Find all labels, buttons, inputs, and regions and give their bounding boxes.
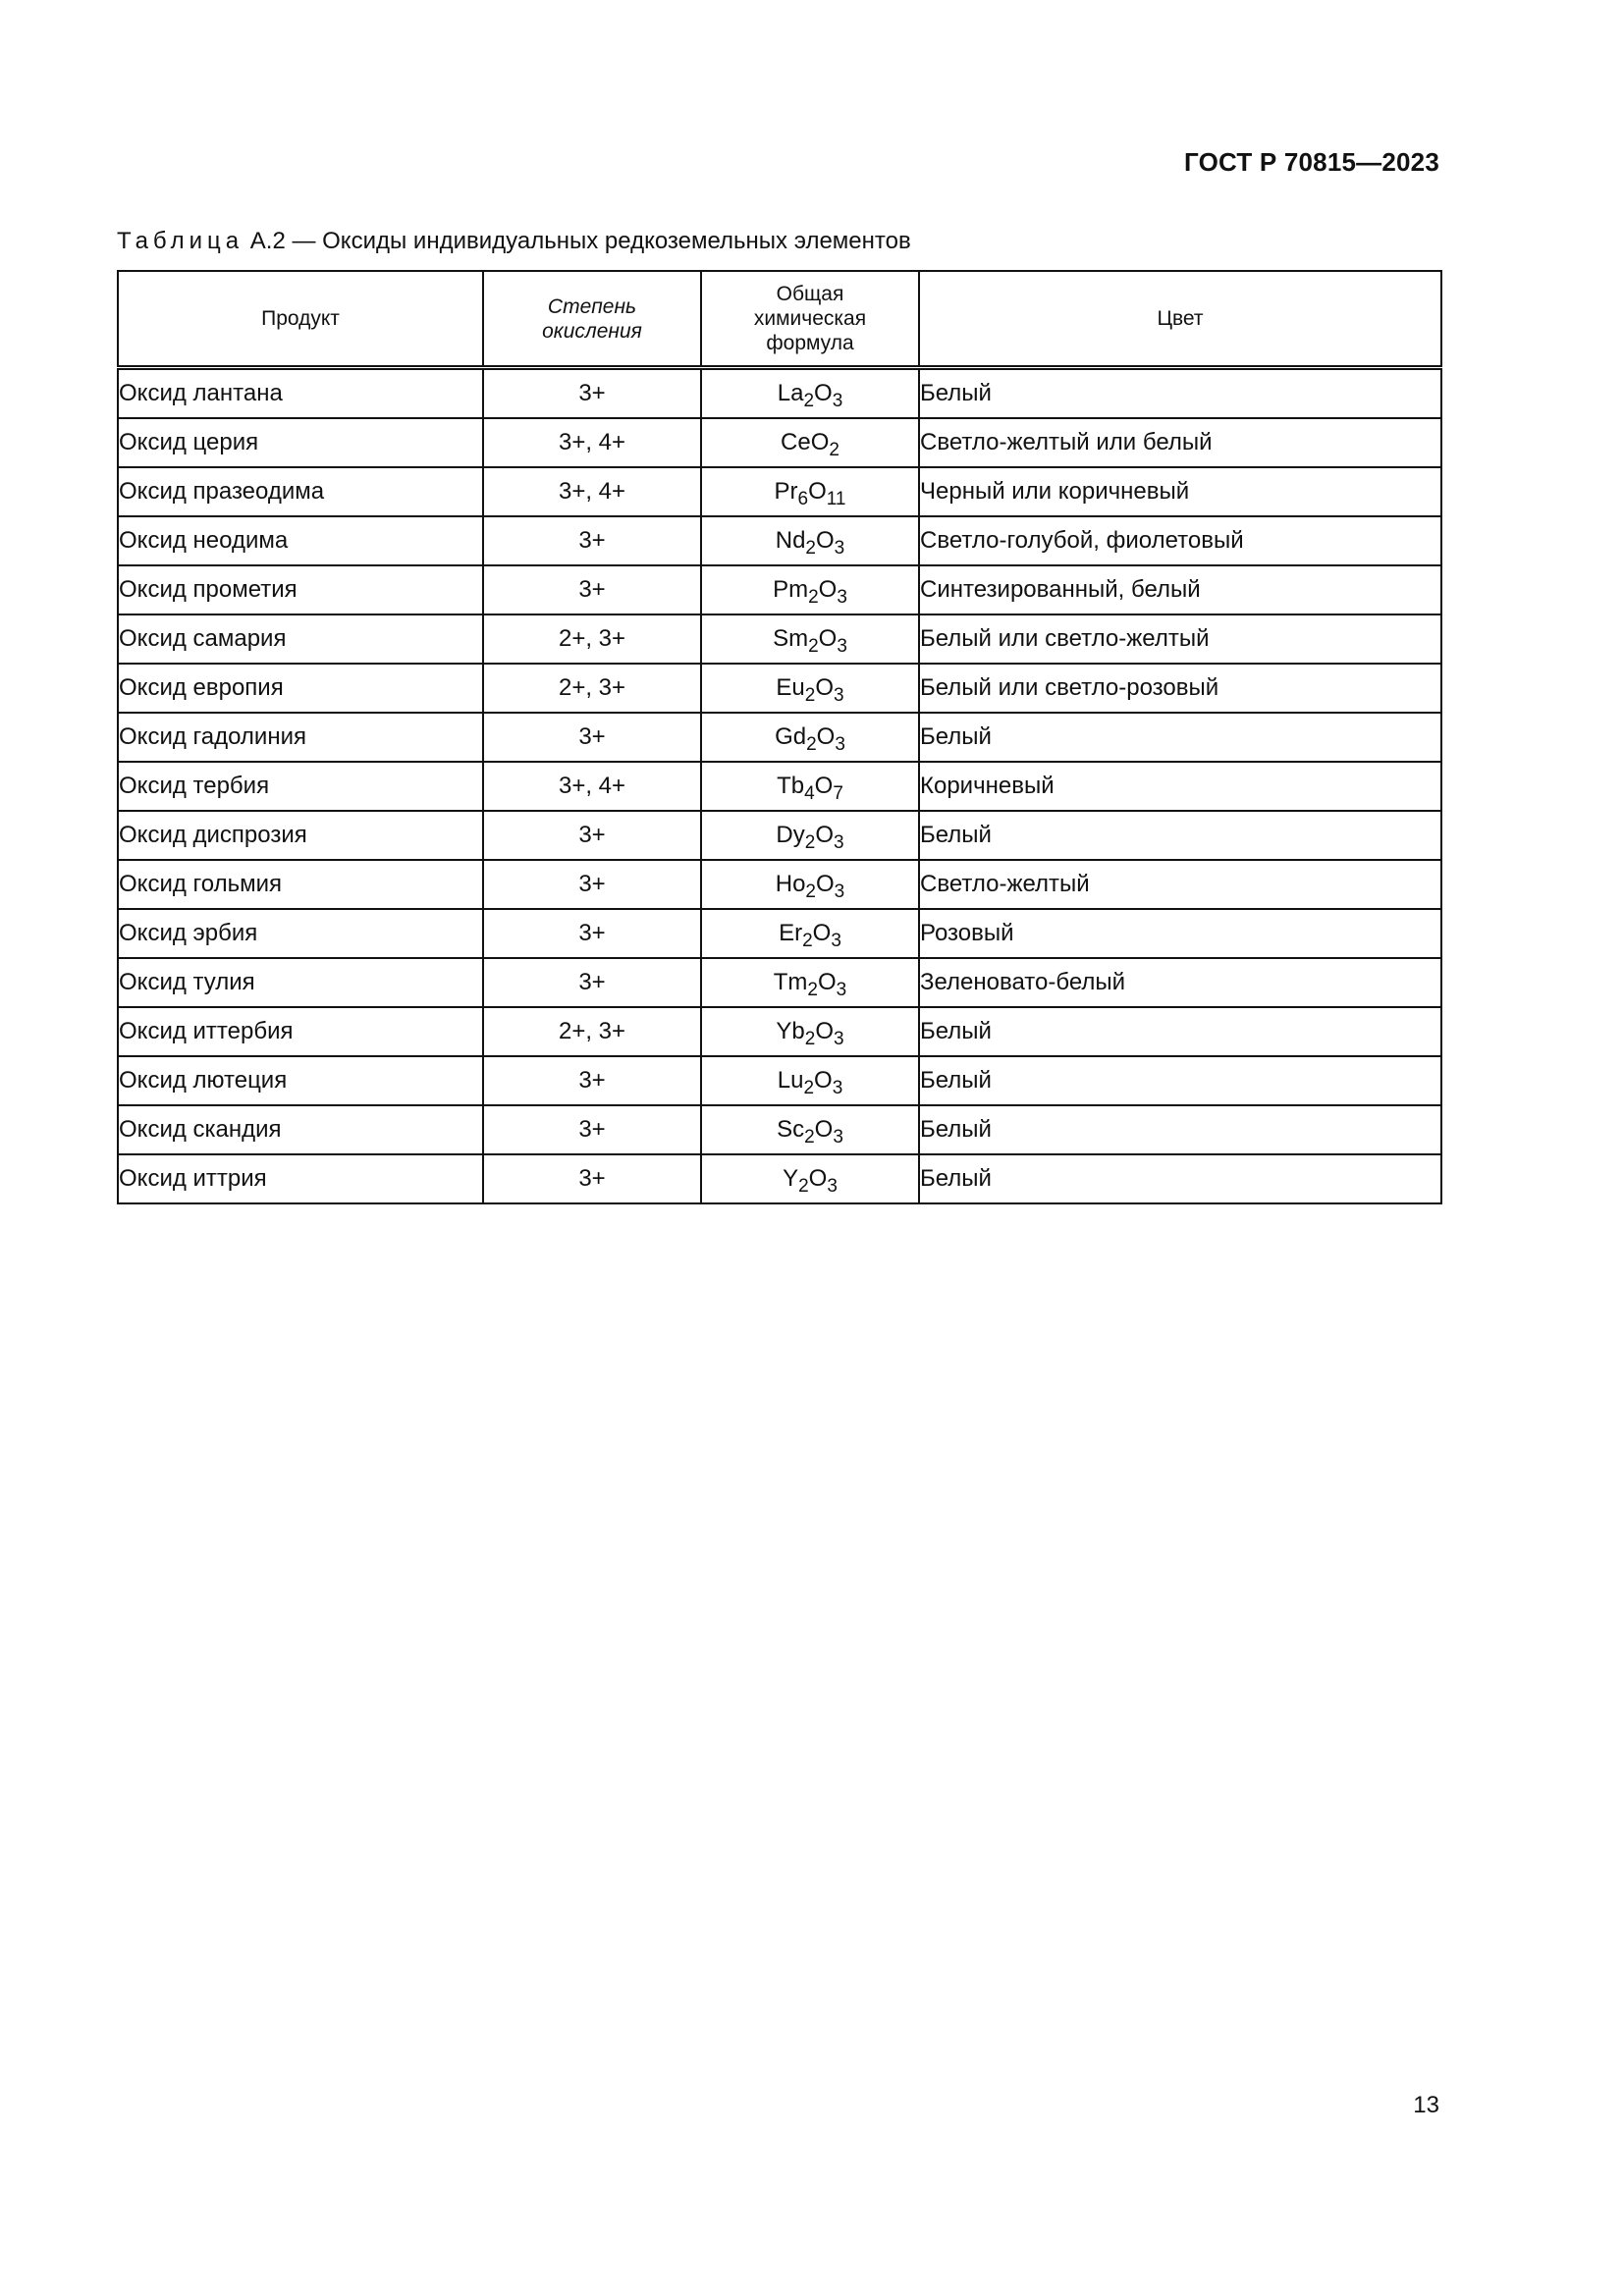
- table-row: [118, 1105, 1441, 1154]
- oxidation-state-cell: 3+, 4+: [483, 467, 701, 516]
- formula-element: O: [816, 723, 836, 750]
- color-cell: Белый: [919, 1056, 1441, 1105]
- table-row: [118, 1154, 1441, 1203]
- oxides-table: [117, 270, 1442, 1204]
- color-cell: Светло-желтый или белый: [919, 418, 1441, 467]
- oxidation-state-cell: 3+, 4+: [483, 762, 701, 811]
- oxidation-state-cell: 3+: [483, 860, 701, 909]
- formula-subscript: 3: [835, 734, 845, 755]
- formula-subscript: 2: [802, 931, 813, 951]
- oxidation-state-cell: 3+: [483, 713, 701, 762]
- color-cell: Белый или светло-розовый: [919, 664, 1441, 713]
- formula-subscript: 3: [834, 832, 844, 853]
- formula-cell: [701, 368, 919, 419]
- formula-element: O: [814, 1067, 833, 1094]
- color-cell: Белый: [919, 713, 1441, 762]
- formula-element: Tm: [773, 969, 808, 995]
- oxidation-state-cell: 3+: [483, 1154, 701, 1203]
- formula-element: O: [808, 478, 827, 505]
- column-header: [118, 271, 483, 368]
- formula-subscript: 4: [804, 783, 815, 804]
- formula-cell: [701, 467, 919, 516]
- formula-subscript: 2: [806, 734, 817, 755]
- product-cell: Оксид иттрия: [118, 1154, 483, 1203]
- formula-subscript: 2: [803, 1078, 815, 1098]
- formula-subscript: 2: [808, 636, 819, 657]
- formula-element: O: [814, 773, 834, 799]
- formula-subscript: 2: [803, 391, 815, 411]
- table-row: [118, 762, 1441, 811]
- table-header: [118, 271, 1441, 368]
- table-row: [118, 958, 1441, 1007]
- color-cell: Светло-желтый: [919, 860, 1441, 909]
- table-body: [118, 368, 1441, 1204]
- color-cell: Черный или коричневый: [919, 467, 1441, 516]
- formula-subscript: 2: [804, 832, 816, 853]
- formula-element: Ce: [781, 429, 811, 455]
- product-cell: Оксид европия: [118, 664, 483, 713]
- formula-element: Sm: [773, 625, 809, 652]
- formula-subscript: 3: [833, 1127, 843, 1148]
- formula-subscript: 2: [804, 685, 816, 706]
- formula-subscript: 7: [833, 783, 843, 804]
- product-cell: Оксид эрбия: [118, 909, 483, 958]
- column-header: [483, 271, 701, 368]
- formula-element: O: [815, 1018, 835, 1044]
- product-cell: Оксид самария: [118, 614, 483, 664]
- product-cell: Оксид тербия: [118, 762, 483, 811]
- column-header-label: Цвет: [1157, 307, 1204, 330]
- oxidation-state-cell: 3+: [483, 565, 701, 614]
- formula-cell: [701, 860, 919, 909]
- formula-subscript: 2: [804, 1029, 816, 1049]
- column-header: [919, 271, 1441, 368]
- formula-subscript: 3: [837, 636, 847, 657]
- formula-subscript: 2: [807, 980, 818, 1000]
- formula-subscript: 3: [834, 685, 844, 706]
- formula-subscript: 3: [832, 391, 843, 411]
- formula-element: Gd: [775, 723, 807, 750]
- color-cell: Белый: [919, 811, 1441, 860]
- column-header-label: Продукт: [261, 307, 340, 330]
- color-cell: Белый: [919, 1105, 1441, 1154]
- formula-subscript: 3: [827, 1176, 838, 1197]
- formula-element: Lu: [777, 1067, 804, 1094]
- formula-subscript: 2: [798, 1176, 809, 1197]
- product-cell: Оксид скандия: [118, 1105, 483, 1154]
- formula-element: Nd: [775, 527, 806, 554]
- formula-subscript: 3: [837, 587, 847, 608]
- formula-element: Y: [783, 1165, 799, 1192]
- color-cell: Синтезированный, белый: [919, 565, 1441, 614]
- formula-element: O: [818, 625, 838, 652]
- table-caption-text: А.2 — Оксиды индивидуальных редкоземельных элементов: [249, 228, 911, 254]
- formula-cell: [701, 516, 919, 565]
- table-row: [118, 614, 1441, 664]
- formula-element: O: [810, 429, 830, 455]
- table-row: [118, 664, 1441, 713]
- formula-element: O: [812, 920, 832, 946]
- formula-cell: [701, 909, 919, 958]
- formula-subscript: 2: [805, 881, 816, 902]
- table-row: [118, 1056, 1441, 1105]
- product-cell: Оксид лантана: [118, 368, 483, 419]
- product-cell: Оксид неодима: [118, 516, 483, 565]
- formula-cell: [701, 958, 919, 1007]
- formula-cell: [701, 565, 919, 614]
- formula-subscript: 2: [805, 538, 816, 559]
- table-row: [118, 516, 1441, 565]
- column-header: [701, 271, 919, 368]
- table-row: [118, 909, 1441, 958]
- formula-element: Pm: [773, 576, 809, 603]
- formula-cell: [701, 713, 919, 762]
- formula-cell: [701, 811, 919, 860]
- formula-cell: [701, 1105, 919, 1154]
- formula-element: Yb: [776, 1018, 805, 1044]
- color-cell: Белый: [919, 1154, 1441, 1203]
- oxidation-state-cell: 2+, 3+: [483, 664, 701, 713]
- product-cell: Оксид диспрозия: [118, 811, 483, 860]
- oxidation-state-cell: 3+: [483, 958, 701, 1007]
- formula-subscript: 2: [804, 1127, 815, 1148]
- oxidation-state-cell: 2+, 3+: [483, 1007, 701, 1056]
- formula-cell: [701, 1056, 919, 1105]
- formula-element: Sc: [777, 1116, 805, 1143]
- column-header-label: Степень окисления: [542, 294, 642, 343]
- formula-element: Dy: [776, 822, 805, 848]
- formula-element: Eu: [776, 674, 805, 701]
- formula-element: O: [816, 871, 835, 897]
- oxidation-state-cell: 3+: [483, 516, 701, 565]
- formula-element: O: [814, 380, 833, 406]
- table-row: [118, 811, 1441, 860]
- color-cell: Белый: [919, 1007, 1441, 1056]
- formula-element: O: [816, 527, 835, 554]
- formula-element: Tb: [777, 773, 805, 799]
- formula-element: O: [815, 674, 835, 701]
- table-row: [118, 418, 1441, 467]
- color-cell: Коричневый: [919, 762, 1441, 811]
- oxidation-state-cell: 3+: [483, 811, 701, 860]
- color-cell: Зеленовато-белый: [919, 958, 1441, 1007]
- oxidation-state-cell: 3+: [483, 1105, 701, 1154]
- color-cell: Белый или светло-желтый: [919, 614, 1441, 664]
- page-number: 13: [1413, 2092, 1439, 2118]
- formula-element: La: [777, 380, 804, 406]
- formula-subscript: 3: [831, 931, 841, 951]
- formula-subscript: 3: [834, 1029, 844, 1049]
- formula-element: O: [818, 576, 838, 603]
- formula-element: Er: [779, 920, 803, 946]
- color-cell: Белый: [919, 368, 1441, 419]
- formula-subscript: 11: [826, 489, 846, 509]
- formula-subscript: 2: [829, 440, 839, 460]
- formula-element: O: [814, 1116, 834, 1143]
- formula-cell: [701, 418, 919, 467]
- product-cell: Оксид церия: [118, 418, 483, 467]
- formula-cell: [701, 1007, 919, 1056]
- table-row: [118, 713, 1441, 762]
- product-cell: Оксид празеодима: [118, 467, 483, 516]
- formula-cell: [701, 614, 919, 664]
- formula-cell: [701, 1154, 919, 1203]
- formula-cell: [701, 762, 919, 811]
- product-cell: Оксид гадолиния: [118, 713, 483, 762]
- oxidation-state-cell: 3+: [483, 368, 701, 419]
- color-cell: Светло-голубой, фиолетовый: [919, 516, 1441, 565]
- formula-subscript: 2: [808, 587, 819, 608]
- color-cell: Розовый: [919, 909, 1441, 958]
- product-cell: Оксид прометия: [118, 565, 483, 614]
- oxidation-state-cell: 3+: [483, 909, 701, 958]
- product-cell: Оксид тулия: [118, 958, 483, 1007]
- formula-element: Pr: [774, 478, 798, 505]
- table-row: [118, 860, 1441, 909]
- table-row: [118, 467, 1441, 516]
- formula-element: O: [817, 969, 837, 995]
- formula-element: Ho: [775, 871, 806, 897]
- table-row: [118, 1007, 1441, 1056]
- formula-element: O: [815, 822, 834, 848]
- product-cell: Оксид иттербия: [118, 1007, 483, 1056]
- product-cell: Оксид лютеция: [118, 1056, 483, 1105]
- document-code: ГОСТ Р 70815—2023: [1184, 147, 1439, 177]
- table-header-row: [118, 271, 1441, 368]
- oxidation-state-cell: 3+, 4+: [483, 418, 701, 467]
- table-caption: [117, 228, 911, 255]
- oxidation-state-cell: 2+, 3+: [483, 614, 701, 664]
- formula-subscript: 3: [832, 1078, 843, 1098]
- formula-element: O: [808, 1165, 828, 1192]
- table-row: [118, 368, 1441, 419]
- formula-cell: [701, 664, 919, 713]
- formula-subscript: 3: [836, 980, 847, 1000]
- formula-subscript: 3: [834, 881, 845, 902]
- column-header-label: Общая химическая формула: [753, 283, 867, 354]
- formula-subscript: 3: [834, 538, 845, 559]
- table-caption-label: Таблица: [117, 228, 244, 254]
- table-row: [118, 565, 1441, 614]
- formula-subscript: 6: [797, 489, 809, 509]
- product-cell: Оксид гольмия: [118, 860, 483, 909]
- oxidation-state-cell: 3+: [483, 1056, 701, 1105]
